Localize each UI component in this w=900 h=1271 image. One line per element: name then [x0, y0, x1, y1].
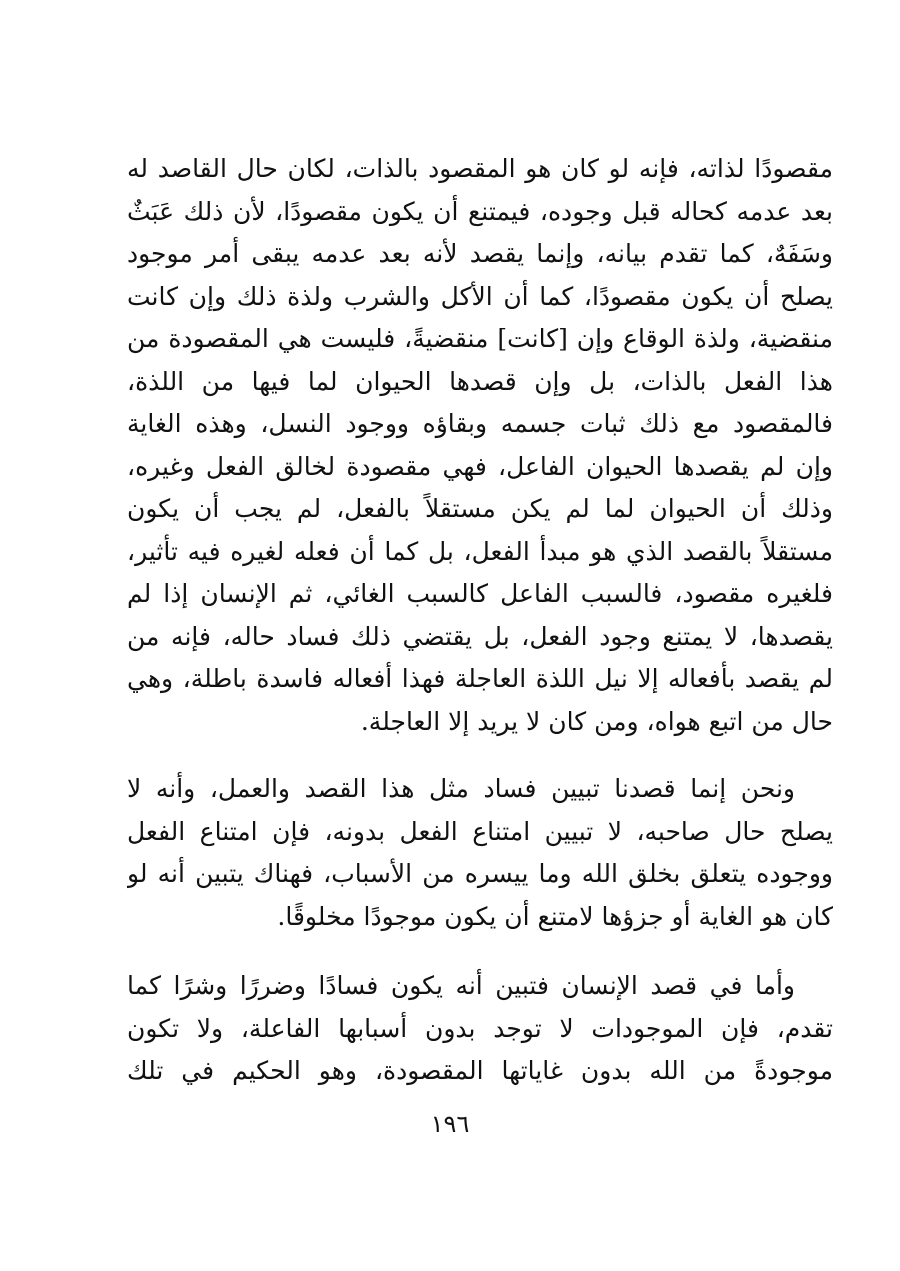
- text-line: كان هو الغاية أو جزؤها لامتنع أن يكون موجودًا مخلوقًا.: [277, 901, 833, 931]
- text-line: مقصودًا لذاته، فإنه لو كان هو المقصود بالذات، لكان حال القاصد له: [127, 154, 833, 183]
- text-line: وسَفَهٌ، كما تقدم بيانه، وإنما يقصد لأنه بعد عدمه يبقى أمر موجود: [127, 239, 833, 268]
- text-line: ونحن إنما قصدنا تبيين فساد مثل هذا القصد والعمل، وأنه لا: [127, 774, 795, 803]
- text-line: لم يقصد بأفعاله إلا نيل اللذة العاجلة فهذا أفعاله فاسدة باطلة، وهي: [127, 664, 833, 693]
- paragraph-1: [127, 148, 833, 743]
- text-line: منقضية، ولذة الوقاع وإن [كانت] منقضيةً، فليست هي المقصودة من: [127, 324, 833, 353]
- text-line: فالمقصود مع ذلك ثبات جسمه وبقاؤه ووجود النسل، وهذه الغاية: [127, 409, 833, 438]
- text-line: تقدم، فإن الموجودات لا توجد بدون أسبابها الفاعلة، ولا تكون: [127, 1013, 833, 1043]
- text-line: بعد عدمه كحاله قبل وجوده، فيمتنع أن يكون مقصودًا، لأن ذلك عَبَثٌ: [127, 196, 833, 226]
- text-line: يقصدها، لا يمتنع وجود الفعل، بل يقتضي ذلك فساد حاله، فإنه من: [127, 621, 833, 651]
- paragraph-2: [127, 768, 833, 938]
- text-line: وذلك أن الحيوان لما لم يكن مستقلاً بالفعل، لم يجب أن يكون: [127, 494, 833, 523]
- text-line: حال من اتبع هواه، ومن كان لا يريد إلا العاجلة.: [360, 706, 833, 736]
- paragraph-3: [127, 965, 833, 1093]
- text-line: مستقلاً بالقصد الذي هو مبدأ الفعل، بل كما أن فعله لغيره فيه تأثير،: [127, 536, 833, 566]
- text-line: يصلح حال صاحبه، لا تبيين امتناع الفعل بدونه، فإن امتناع الفعل: [127, 816, 833, 846]
- text-line: هذا الفعل بالذات، بل وإن قصدها الحيوان لما فيها من اللذة،: [127, 366, 833, 396]
- text-line: وأما في قصد الإنسان فتبين أنه يكون فسادًا وضررًا وشرًا كما: [127, 971, 795, 1000]
- page-number: ١٩٦: [430, 1110, 470, 1138]
- text-line: يصلح أن يكون مقصودًا، كما أن الأكل والشرب ولذة ذلك وإن كانت: [127, 281, 833, 311]
- text-line: وإن لم يقصدها الحيوان الفاعل، فهي مقصودة لخالق الفعل وغيره،: [127, 451, 833, 481]
- text-line: موجودةً من الله بدون غاياتها المقصودة، وهو الحكيم في تلك: [127, 1056, 833, 1085]
- text-line: فلغيره مقصود، فالسبب الفاعل كالسبب الغائي، ثم الإنسان إذا لم: [127, 579, 833, 608]
- text-line: ووجوده يتعلق بخلق الله وما ييسره من الأسباب، فهناك يتبين أنه لو: [127, 859, 833, 888]
